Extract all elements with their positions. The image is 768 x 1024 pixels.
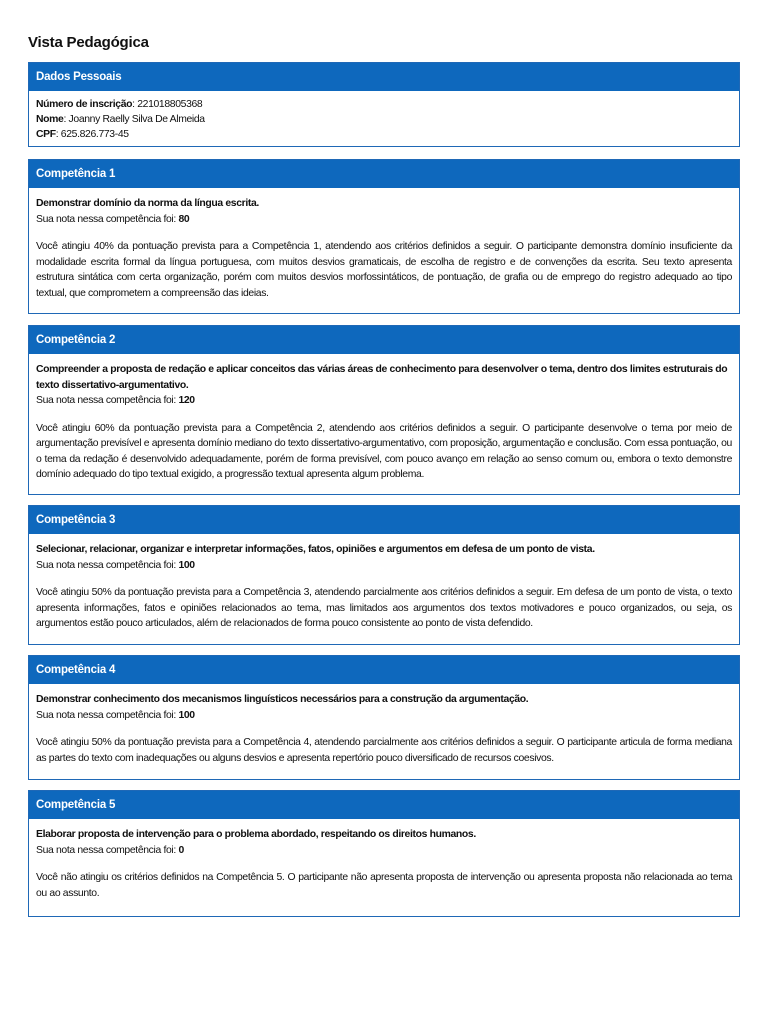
competency-title: Compreender a proposta de redação e aplicar conceitos das várias áreas de conhecimento para desenvolver o tema, dentro dos limites estruturais do texto dissertativo-argumentativo. bbox=[36, 364, 728, 391]
competency-description: Você atingiu 50% da pontuação prevista para a Competência 3, atendendo parcialmente aos critérios definidos a seguir. Em defesa de um ponto de vista, o texto apresenta informações, fatos e opiniões relacionados ao tema, mas limitados aos argumentos dos textos motivadores e pouco organizados, ou seja, os argumentos estão pouco articulados, além de relacionados de forma pouco consistente ao ponto de vista defendido. bbox=[36, 587, 732, 629]
competency-body bbox=[29, 684, 739, 766]
competency-title: Demonstrar domínio da norma da língua escrita. bbox=[36, 198, 259, 209]
competency-body bbox=[29, 534, 739, 632]
name-row bbox=[36, 112, 732, 127]
competency-description: Você não atingiu os critérios definidos na Competência 5. O participante não apresenta proposta de intervenção ou apresenta proposta não relacionada ao tema ou ao assunto. bbox=[36, 872, 732, 899]
competency-body bbox=[29, 188, 739, 301]
competency-card-2 bbox=[28, 325, 740, 495]
competency-score: 100 bbox=[178, 709, 195, 721]
personal-data-body bbox=[29, 91, 739, 142]
competency-score-row bbox=[36, 212, 732, 228]
personal-data-card bbox=[28, 62, 740, 147]
competency-header: Competência 2 bbox=[29, 326, 739, 354]
competency-card-3 bbox=[28, 505, 740, 645]
registration-row bbox=[36, 97, 732, 112]
competency-header: Competência 3 bbox=[29, 506, 739, 534]
competency-score-row bbox=[36, 393, 732, 409]
registration-label: Número de inscrição bbox=[36, 99, 133, 110]
competency-body bbox=[29, 354, 739, 483]
name-label: Nome bbox=[36, 114, 64, 125]
score-prefix: Sua nota nessa competência foi: bbox=[36, 559, 179, 571]
competency-score-row bbox=[36, 708, 732, 724]
name-value: : Joanny Raelly Silva De Almeida bbox=[63, 114, 205, 125]
competency-score: 0 bbox=[178, 844, 184, 856]
score-prefix: Sua nota nessa competência foi: bbox=[36, 709, 179, 721]
competency-score: 100 bbox=[178, 559, 195, 571]
competency-score: 120 bbox=[178, 395, 195, 406]
cpf-row bbox=[36, 127, 732, 142]
competency-score-row bbox=[36, 558, 732, 574]
competency-header: Competência 1 bbox=[29, 160, 739, 188]
competency-card-5 bbox=[28, 790, 740, 917]
competency-description: Você atingiu 50% da pontuação prevista para a Competência 4, atendendo parcialmente aos critérios definidos a seguir. O participante articula de forma mediana as partes do texto com inadequações ou alguns desvios e apresenta repertório pouco diversificado de recursos coesivos. bbox=[36, 737, 732, 764]
competency-description: Você atingiu 40% da pontuação prevista para a Competência 1, atendendo aos critérios definidos a seguir. O participante demonstra domínio insuficiente da modalidade escrita formal da língua portuguesa, com muitos desvios gramaticais, de escolha de registro e de convenções da escrita. Seu texto apresenta estrutura sintática com certa organização, porém com muitos desvios morfossintáticos, de pontuação, de grafia ou de emprego do registro adequado ao tipo textual, que comprometem a compreensão das ideias. bbox=[36, 241, 732, 299]
competency-title: Demonstrar conhecimento dos mecanismos linguísticos necessários para a construção da argumentação. bbox=[36, 694, 529, 705]
cpf-label: CPF bbox=[36, 129, 56, 140]
registration-value: : 221018805368 bbox=[132, 99, 203, 110]
competency-score-row bbox=[36, 843, 732, 859]
competency-score: 80 bbox=[178, 213, 190, 225]
cpf-value: : 625.826.773-45 bbox=[55, 129, 129, 140]
competency-title: Elaborar proposta de intervenção para o problema abordado, respeitando os direitos humanos. bbox=[36, 829, 476, 840]
score-prefix: Sua nota nessa competência foi: bbox=[36, 844, 179, 856]
competency-header: Competência 4 bbox=[29, 656, 739, 684]
page-title: Vista Pedagógica bbox=[28, 34, 149, 51]
competency-description: Você atingiu 60% da pontuação prevista para a Competência 2, atendendo aos critérios definidos a seguir. O participante desenvolve o tema por meio de argumentação previsível e apresenta domínio mediano do texto dissertativo-argumentativo, com proposição, argumentação e conclusão. Com essa pontuação, ou o tema da redação é desenvolvido adequadamente, porém de forma previsível, com pouco avanço em relação ao senso comum ou, embora o texto demonstre domínio adequado do tipo textual exigido, a progressão textual apresenta algum problema. bbox=[36, 422, 732, 480]
personal-data-header: Dados Pessoais bbox=[29, 63, 739, 91]
competency-title: Selecionar, relacionar, organizar e interpretar informações, fatos, opiniões e argumentos em defesa de um ponto de vista. bbox=[36, 544, 595, 555]
competency-card-4 bbox=[28, 655, 740, 780]
score-prefix: Sua nota nessa competência foi: bbox=[36, 395, 179, 406]
competency-header: Competência 5 bbox=[29, 791, 739, 819]
competency-card-1 bbox=[28, 159, 740, 314]
competency-body bbox=[29, 819, 739, 901]
score-prefix: Sua nota nessa competência foi: bbox=[36, 213, 179, 225]
